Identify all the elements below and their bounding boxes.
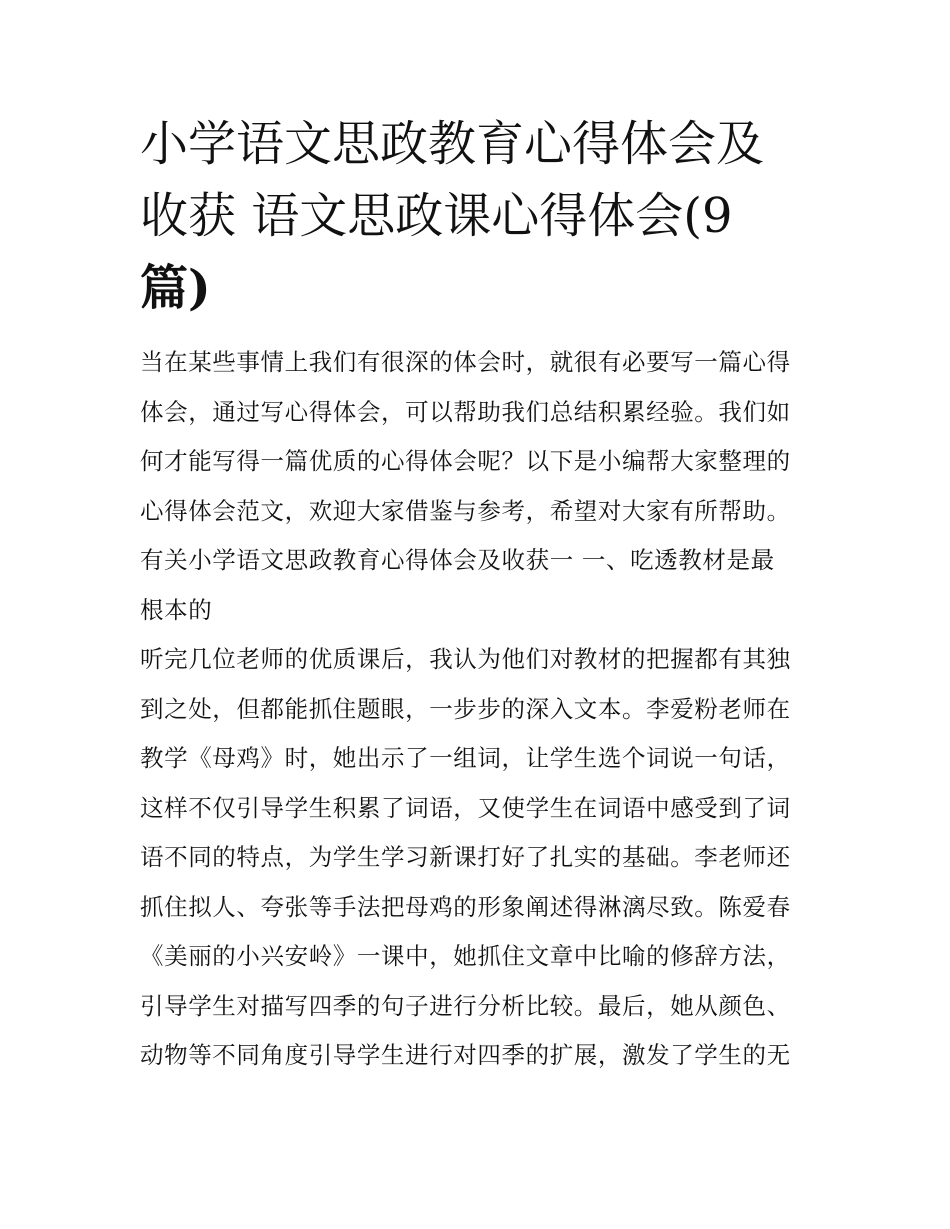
text-line: 抓住拟人、夸张等手法把母鸡的形象阐述得淋漓尽致。陈爱春 (140, 892, 791, 921)
text-line: 到之处，但都能抓住题眼，一步步的深入文本。李爱粉老师在 (140, 694, 791, 723)
text-line: 教学《母鸡》时，她出示了一组词，让学生选个词说一句话， (140, 744, 791, 772)
intro-paragraph (140, 338, 820, 536)
text-line: 有关小学语文思政教育心得体会及收获一 一、吃透教材是最 (140, 546, 775, 574)
text-line: 何才能写得一篇优质的心得体会呢？以下是小编帮大家整理的 (140, 447, 791, 475)
text-line: 语不同的特点，为学生学习新课打好了扎实的基础。李老师还 (140, 843, 791, 871)
text-line: 体会，通过写心得体会，可以帮助我们总结积累经验。我们如 (140, 397, 791, 426)
text-line: 当在某些事情上我们有很深的体会时，就很有必要写一篇心得 (140, 348, 791, 376)
document-title (140, 108, 820, 324)
text-line: 动物等不同角度引导学生进行对四季的扩展，激发了学生的无 (140, 1041, 791, 1069)
text-line: 引导学生对描写四季的句子进行分析比较。最后，她从颜色、 (140, 991, 791, 1020)
body-paragraph (140, 635, 820, 1081)
text-line: 听完几位老师的优质课后，我认为他们对教材的把握都有其独 (140, 645, 791, 673)
title-line: 篇) (140, 260, 211, 316)
title-line: 小学语文思政教育心得体会及 (140, 116, 765, 172)
text-line: 《美丽的小兴安岭》一课中，她抓住文章中比喻的修辞方法， (140, 942, 791, 970)
text-line: 根本的 (140, 595, 213, 624)
text-line: 这样不仅引导学生积累了词语，又使学生在词语中感受到了词 (140, 793, 791, 822)
title-line: 收获 语文思政课心得体会(9 (140, 188, 733, 244)
document-page (140, 108, 820, 1081)
text-line: 心得体会范文，欢迎大家借鉴与参考，希望对大家有所帮助。 (140, 496, 791, 525)
section-heading (140, 536, 820, 635)
